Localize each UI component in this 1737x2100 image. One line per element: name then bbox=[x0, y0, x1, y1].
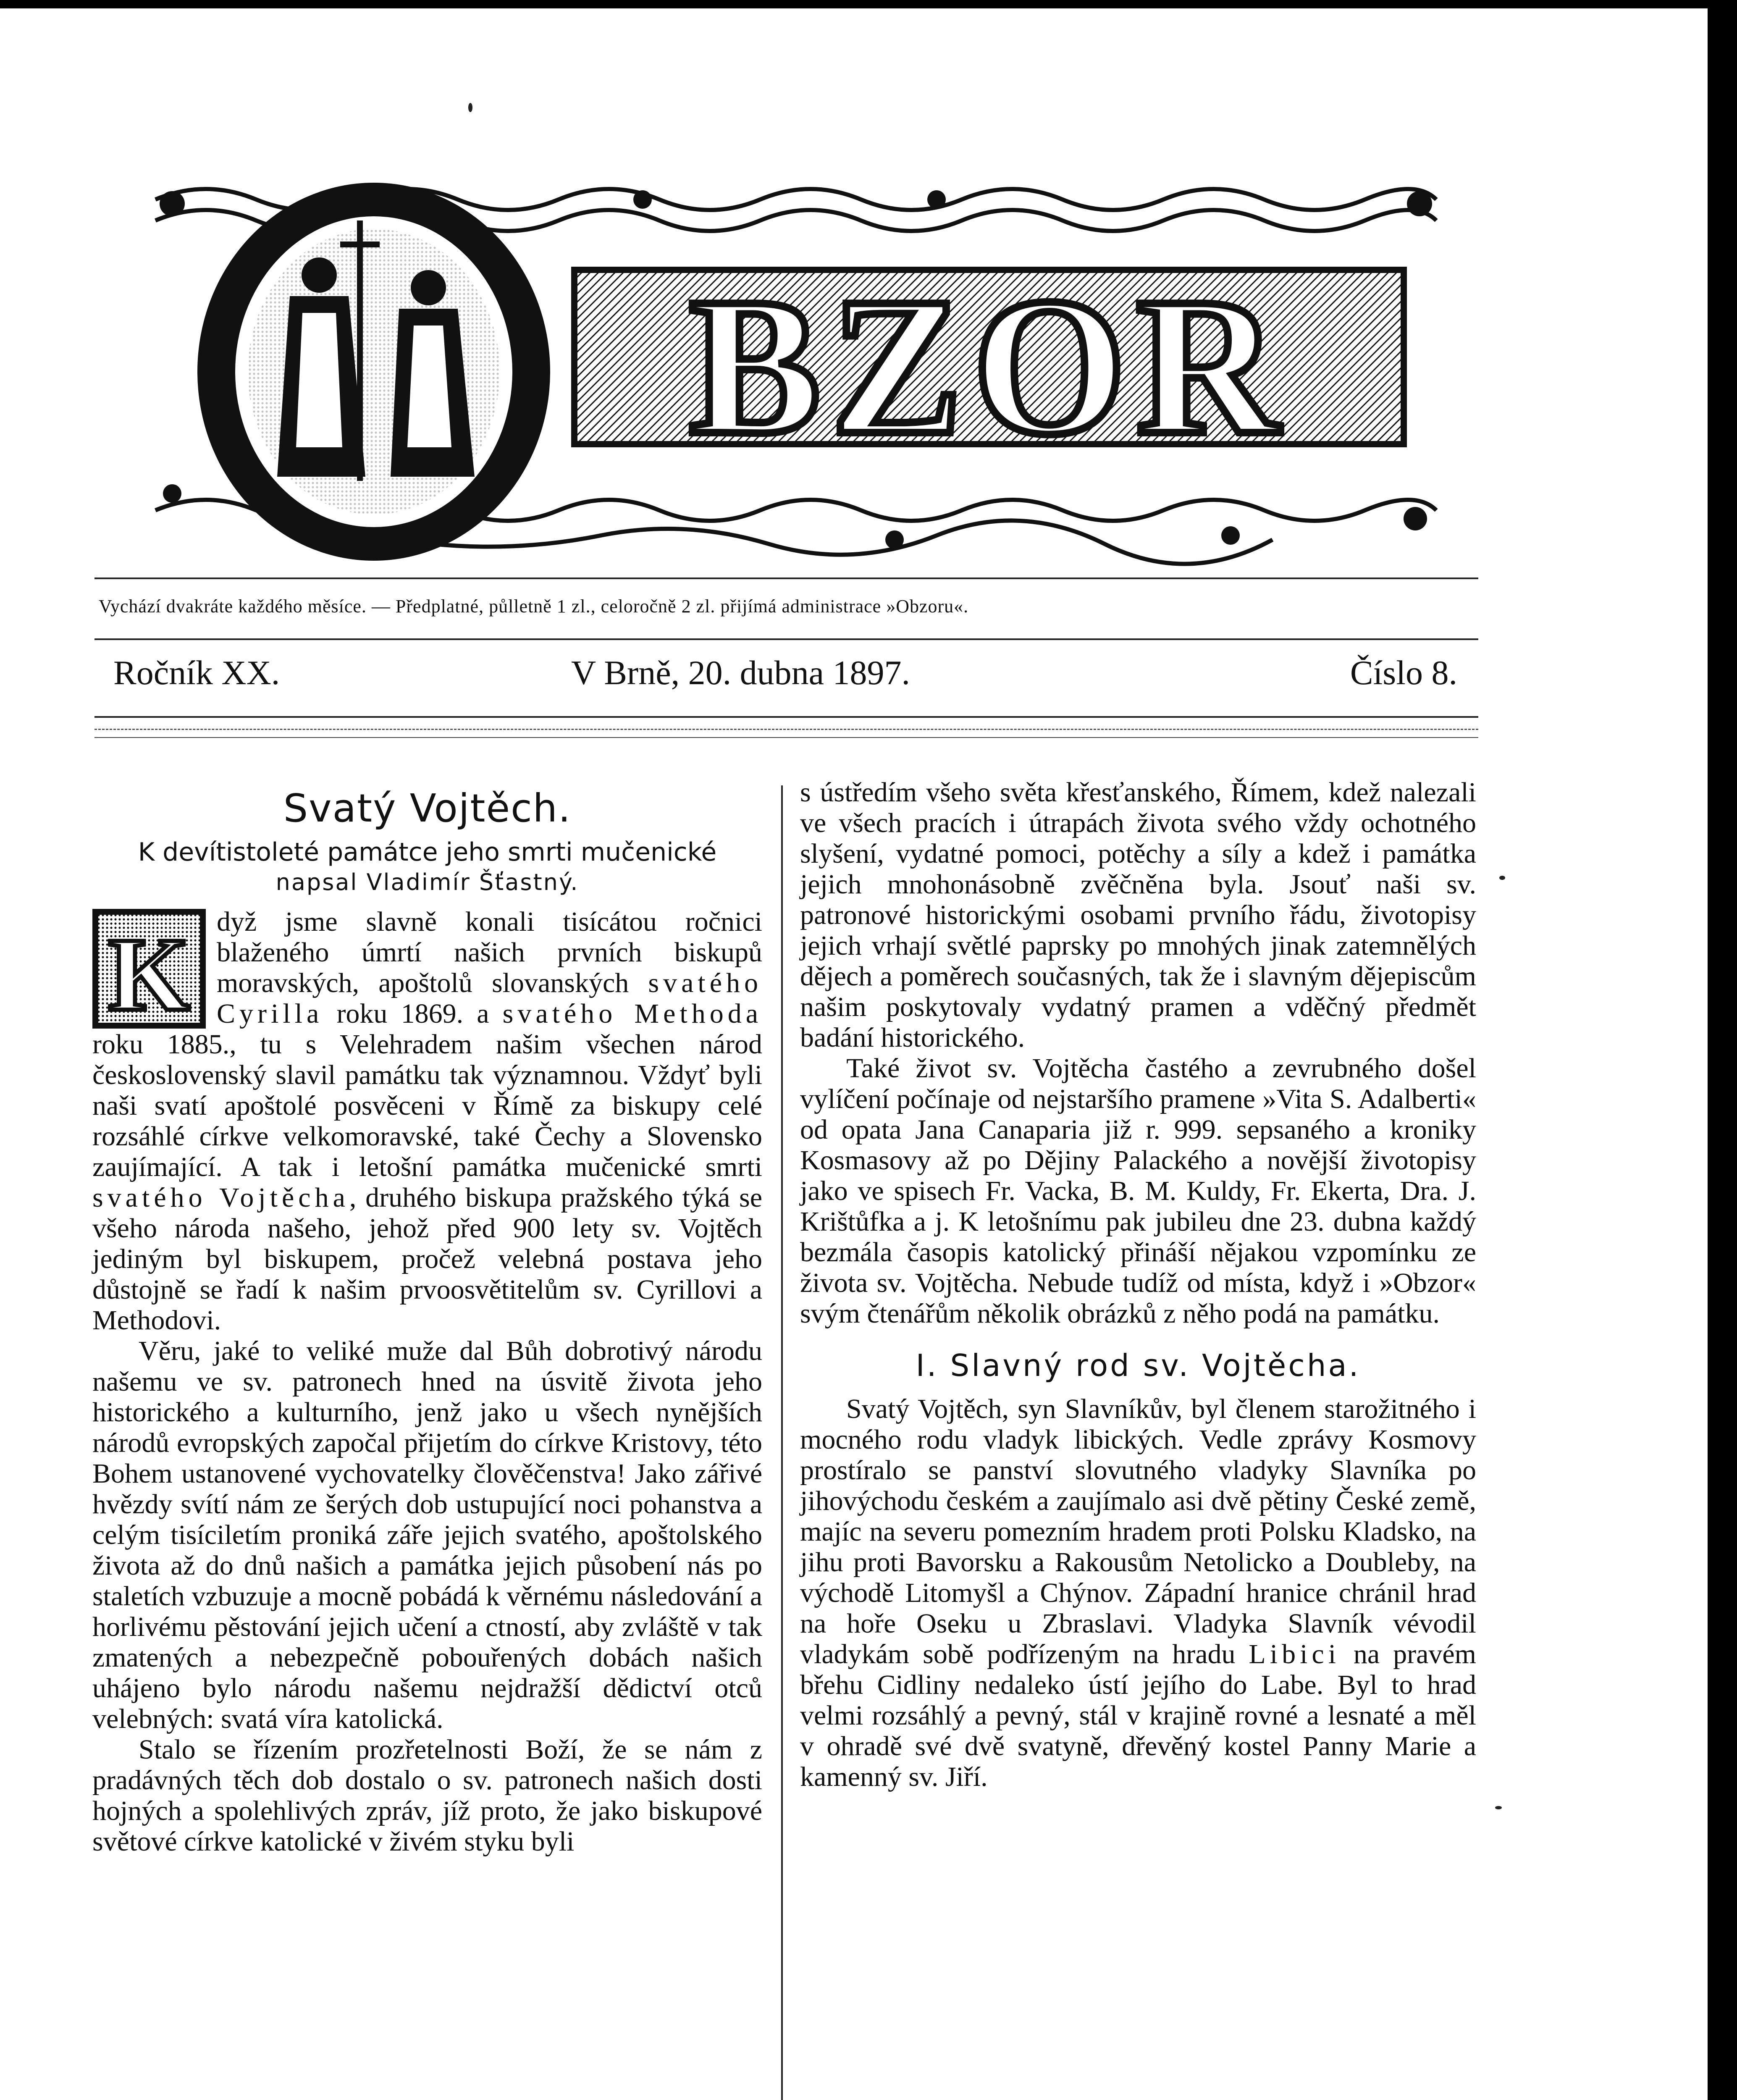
paragraph-1-text-d: , druhého biskupa pražského týká se všeho národa našeho, jehož před 900 lety sv. Vojtěch jediným byl biskupem, pročež velebná postava jeho důstojně se řadí k našim prvoosvětitelům sv. Cyrillovi a Methodovi. bbox=[92, 1182, 762, 1336]
header-rule bbox=[94, 638, 1478, 640]
dropcap-letter: K bbox=[108, 916, 190, 1029]
dateline: V Brně, 20. dubna 1897. bbox=[571, 654, 910, 692]
masthead-graphic bbox=[139, 174, 1445, 569]
volume-label: Ročník XX. bbox=[113, 654, 280, 692]
issue-rule-bottom bbox=[94, 737, 1478, 738]
paragraph-2: Věru, jaké to veliké muže dal Bůh dobrotivý národu našemu ve sv. patronech hned na úsvitě života jeho historického a kulturního, jenž jako u všech nynějších národů evropských započal přijetím do církve Kristovy, této Bohem ustanovené vychovatelky člověčenstva! Jako zářivé hvězdy svítí nám ze šerých dob ustupující noci pohanstva a celým tisíciletím proniká záře jejich svatého, apoštolského života až do dnů našich a památka jejich působení nás po staletích vzbuzuje a mocně pobádá k věrnému následování a horlivému pěstování jejich učení a ctností, aby zvláště v tak zmatených a nebezpečně pobouřených dobách našich uhájeno bylo národu našemu nejdražší dědictví otců velebných: svatá víra katolická. bbox=[92, 1336, 762, 1734]
paragraph-4: Také život sv. Vojtěcha častého a zevrubného došel vylíčení počínaje od nejstaršího pramene »Vita S. Adalberti« od opata Jana Canaparia již r. 999. sepsaného a kroniky Kosmasovy až po Dějiny Palackého a novější životopisy jako ve spisech Fr. Vacka, B. M. Kuldy, Fr. Ekerta, Dra. J. Krištůfka a j. K letošnímu pak jubileu dne 23. dubna každý bezmála časopis katolický přináší nějakou vzpomínku ze života sv. Vojtěcha. Nebude tudíž od místa, když i »Obzor« svým čtenářům několik obrázků z něho podá na památku. bbox=[800, 1053, 1476, 1329]
article-subtitle: K devítistoleté památce jeho smrti mučenické bbox=[138, 837, 717, 867]
scan-edge-right bbox=[1708, 0, 1737, 2100]
name-cyril: svatého Cyrilla bbox=[217, 968, 762, 1029]
initial-o-emblem bbox=[197, 183, 550, 561]
paragraph-3: Stalo se řízením prozřetelnosti Boží, že se nám z pradávných těch dob dostalo o sv. patronech našich dosti hojných a spolehlivých zpráv, jíž proto, že jako biskupové světové církve katolické v živém styku byli bbox=[92, 1734, 762, 1857]
column-divider bbox=[781, 785, 783, 2100]
subscription-info: Vychází dvakráte každého měsíce. — Předplatné, půlletně 1 zl., celoročně 2 zl. přijímá administrace »Obzoru«. bbox=[99, 596, 969, 617]
issue-rule-wavy bbox=[94, 729, 1478, 730]
issue-number: Číslo 8. bbox=[1350, 654, 1457, 692]
article-author: napsal Vladimír Šťastný. bbox=[276, 869, 579, 895]
article-title: Svatý Vojtěch. bbox=[283, 786, 572, 831]
name-vojtech: svatého Vojtěcha bbox=[92, 1182, 349, 1213]
article-column-left bbox=[92, 777, 762, 1857]
paragraph-5-text-a: Svatý Vojtěch, syn Slavníkův, byl členem starožitného i mocného rodu vladyk libických. Vedle zprávy Kosmovy prostíralo se panství slovutného vladyky Slavníka po jihovýchodu českém a zaujímalo asi dvě pětiny České země, majíc na severu pomezním hradem proti Polsku Kladsko, na jihu proti Bavorsku a Rakousům Netolicko a Doubleby, na východě Litomyšl a Chýnov. Západní hranice chránil hrad na hoře Oseku u Zbraslavi. Vladyka Slavník vévodil vladykám sobě podřízeným na hradu bbox=[800, 1394, 1476, 1670]
masthead-title-text: BZOR bbox=[689, 257, 1289, 475]
name-libice: Libici bbox=[1249, 1639, 1341, 1670]
masthead-rule bbox=[94, 578, 1478, 579]
paragraph-1-text-b: roku 1869. a bbox=[323, 998, 503, 1029]
scan-speck bbox=[1495, 1806, 1502, 1809]
paragraph-5-text-b: na pravém břehu Cidliny nedaleko ústí jejího do Labe. Byl to hrad velmi rozsáhlý a pevný, stál v krajině rovné a lesnaté a měl v ohradě své dvě svatyně, dřevěný kostel Panny Marie a kamenný sv. Jiří. bbox=[800, 1639, 1476, 1792]
issue-line bbox=[113, 653, 1457, 699]
dropcap-initial bbox=[92, 909, 206, 1029]
paragraph-3-continued: s ústředím všeho světa křesťanského, Římem, kdež nalezali ve všech pracích i útrapách života svého vždy ochotného slyšení, vydatné pomoci, potěchy a síly a kdež i památka jejich mnohonásobně zvěčněna byla. Jsouť naši sv. patronové historickými osobami prvního řádu, životopisy jejich vrhají světlé paprsky po mnohých jinak zatemnělých dějech a poměrech současných, tak že i slavným dějepiscům našim poskytovaly vydatný pramen a vděčný předmět badání historického. bbox=[800, 777, 1476, 1053]
scan-speck bbox=[468, 103, 472, 112]
scan-edge-top bbox=[0, 0, 1737, 8]
name-method: svatého Methoda bbox=[502, 998, 762, 1029]
paragraph-1-text-c: roku 1885., tu s Velehradem našim všechen národ československý slavil památku tak významnou. Vždyť byli naši svatí apoštolé posvěceni v Římě za biskupy celé rozsáhlé církve velkomoravské, také Čechy a Slovensko zaujímající. A tak i letošní památka mučenické smrti bbox=[92, 1029, 762, 1182]
masthead bbox=[139, 174, 1445, 569]
issue-rule-top bbox=[94, 716, 1478, 718]
section-heading: I. Slavný rod sv. Vojtěcha. bbox=[916, 1348, 1361, 1383]
paragraph-5 bbox=[800, 1394, 1476, 1792]
article-column-right bbox=[800, 777, 1476, 1792]
paragraph-1-text-a: dyž jsme slavně konali tisícátou ročnici blaženého úmrtí našich prvních biskupů moravských, apoštolů slovanských bbox=[217, 906, 762, 998]
scan-speck bbox=[1499, 876, 1505, 880]
